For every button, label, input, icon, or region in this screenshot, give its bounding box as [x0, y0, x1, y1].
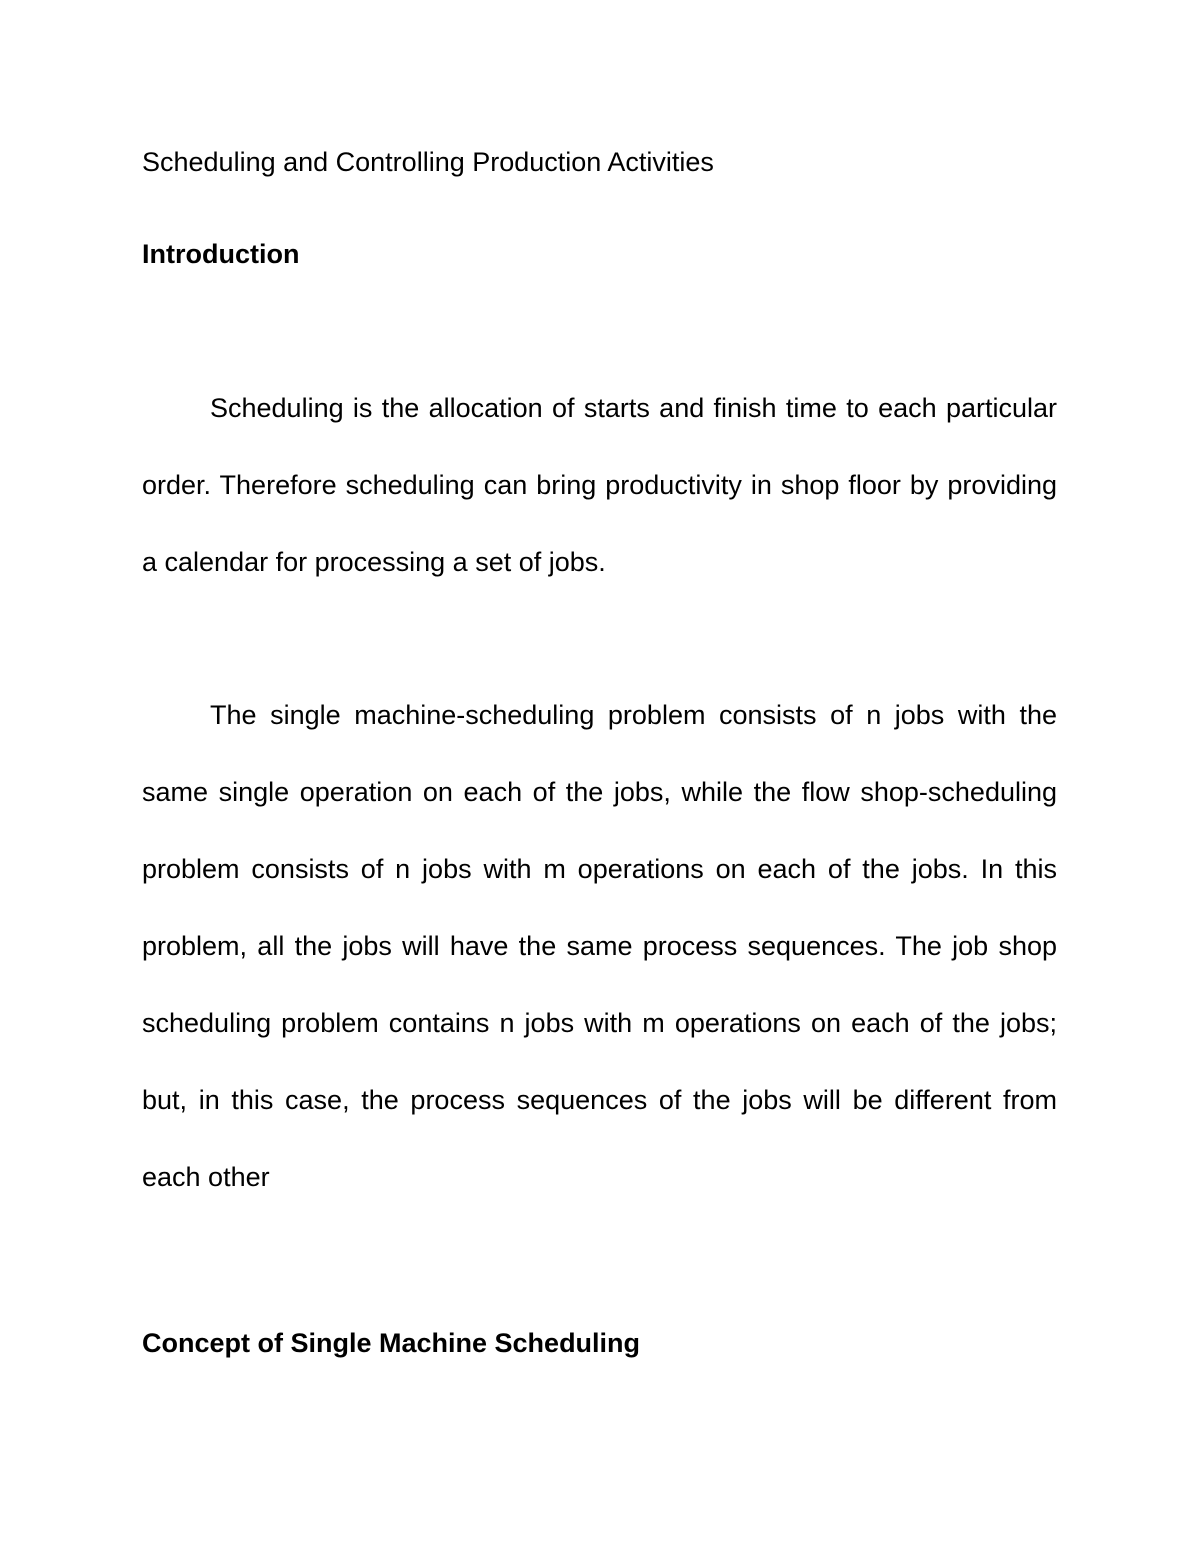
paragraph: The single machine-scheduling problem consists of n jobs with the same single operation on each of the jobs, while the flow shop-scheduling problem consists of n jobs with m operations on each of the jobs. In this problem, all the jobs will have the same process sequences. The job shop scheduling problem contains n jobs with m operations on each of the jobs; but, in this case, the process sequences of the jobs will be different from each other — [142, 700, 1057, 1192]
paragraph: Scheduling is the allocation of starts and finish time to each particular order. Therefore scheduling can bring productivity in shop floor by providing a calendar for processing a set of jobs. — [142, 393, 1057, 577]
document-title: Scheduling and Controlling Production Activities — [142, 147, 714, 177]
section-heading-concept: Concept of Single Machine Scheduling — [142, 1328, 641, 1358]
section-heading-introduction: Introduction — [142, 239, 300, 269]
